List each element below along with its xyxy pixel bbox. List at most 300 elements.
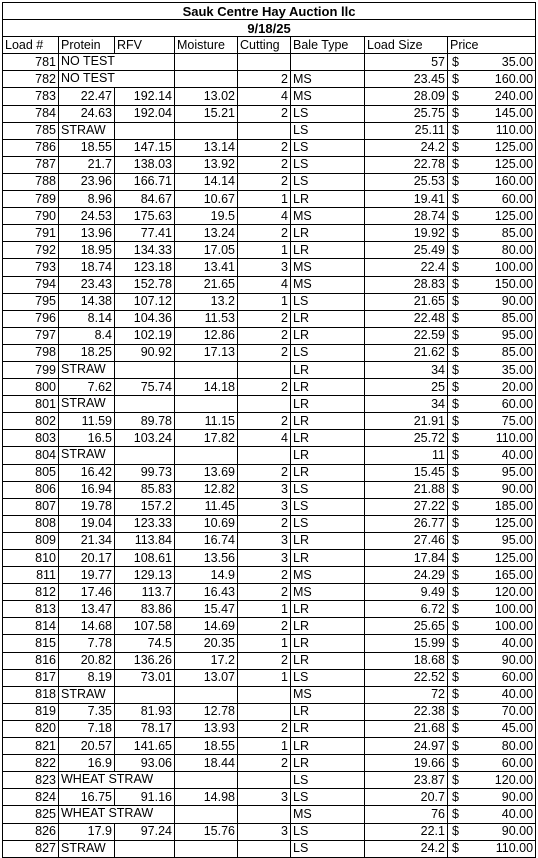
- protein-cell: 20.82: [59, 652, 115, 669]
- table-row: [3, 567, 536, 584]
- auction-table: [2, 2, 536, 858]
- protein-cell: 20.57: [59, 738, 115, 755]
- price-cell: [448, 447, 536, 464]
- rfv-cell: 107.58: [115, 618, 175, 635]
- moisture-cell: 14.18: [175, 379, 238, 396]
- protein-cell: [59, 772, 154, 789]
- rfv-cell: 78.17: [115, 720, 175, 737]
- table-row: [3, 686, 536, 703]
- bale-type-cell: LS: [291, 156, 365, 173]
- bale-type-cell: LS: [291, 840, 365, 857]
- price-value: 110.00: [495, 430, 534, 445]
- price-cell: [448, 54, 536, 71]
- bale-type-cell: LR: [291, 532, 365, 549]
- protein-cell: [59, 840, 115, 857]
- load-size-cell: 17.84: [365, 550, 448, 567]
- price-cell: [448, 413, 536, 430]
- price-value: 150.00: [494, 277, 534, 292]
- price-value: 80.00: [501, 738, 534, 753]
- load-number-cell: 783: [3, 88, 59, 105]
- cutting-cell: 2: [238, 310, 291, 327]
- protein-cell: 16.5: [59, 430, 115, 447]
- load-number-cell: 802: [3, 413, 59, 430]
- rfv-cell: 103.24: [115, 430, 175, 447]
- moisture-cell: 13.93: [175, 720, 238, 737]
- cutting-cell: [238, 686, 291, 703]
- protein-text: STRAW: [61, 840, 106, 855]
- moisture-cell: [175, 840, 238, 857]
- table-row: [3, 806, 536, 823]
- price-cell: [448, 259, 536, 276]
- table-row: [3, 396, 536, 413]
- table-row: [3, 173, 536, 190]
- bale-type-cell: LR: [291, 191, 365, 208]
- price-cell: [448, 584, 536, 601]
- price-cell: [448, 481, 536, 498]
- cutting-cell: 2: [238, 71, 291, 88]
- cutting-cell: 2: [238, 755, 291, 772]
- bale-type-cell: MS: [291, 584, 365, 601]
- currency-symbol: $: [452, 755, 459, 770]
- table-row: [3, 550, 536, 567]
- moisture-cell: [175, 396, 238, 413]
- rfv-cell: 157.2: [115, 498, 175, 515]
- price-cell: [448, 139, 536, 156]
- currency-symbol: $: [452, 413, 459, 428]
- rfv-cell: [115, 122, 175, 139]
- rfv-cell: 129.13: [115, 567, 175, 584]
- bale-type-cell: LR: [291, 225, 365, 242]
- currency-symbol: $: [452, 174, 459, 189]
- load-size-cell: 20.7: [365, 789, 448, 806]
- price-cell: [448, 720, 536, 737]
- moisture-cell: 12.86: [175, 327, 238, 344]
- protein-text: STRAW: [61, 686, 106, 701]
- currency-symbol: $: [452, 499, 459, 514]
- table-row: [3, 293, 536, 310]
- price-value: 45.00: [501, 721, 534, 736]
- rfv-cell: 77.41: [115, 225, 175, 242]
- table-row: [3, 703, 536, 720]
- load-number-cell: 825: [3, 806, 59, 823]
- load-number-cell: 815: [3, 635, 59, 652]
- price-cell: [448, 464, 536, 481]
- table-row: [3, 88, 536, 105]
- load-number-cell: 794: [3, 276, 59, 293]
- currency-symbol: $: [452, 738, 459, 753]
- load-number-cell: 788: [3, 173, 59, 190]
- load-number-cell: 817: [3, 669, 59, 686]
- protein-text: NO TEST: [61, 54, 115, 69]
- price-cell: [448, 498, 536, 515]
- load-size-cell: 22.48: [365, 310, 448, 327]
- load-size-cell: 25.49: [365, 242, 448, 259]
- price-cell: [448, 532, 536, 549]
- price-cell: [448, 225, 536, 242]
- sheet-date: 9/18/25: [3, 20, 536, 37]
- moisture-cell: 20.35: [175, 635, 238, 652]
- header-row: [3, 37, 536, 54]
- currency-symbol: $: [452, 824, 459, 839]
- auction-sheet: [2, 2, 535, 858]
- price-cell: [448, 430, 536, 447]
- cutting-cell: 3: [238, 550, 291, 567]
- protein-text: STRAW: [61, 122, 106, 137]
- table-row: [3, 823, 536, 840]
- bale-type-cell: MS: [291, 208, 365, 225]
- bale-type-cell: LR: [291, 430, 365, 447]
- table-row: [3, 156, 536, 173]
- bale-type-cell: LR: [291, 738, 365, 755]
- rfv-cell: 123.33: [115, 515, 175, 532]
- moisture-cell: [175, 361, 238, 378]
- price-value: 60.00: [501, 396, 534, 411]
- moisture-cell: 21.65: [175, 276, 238, 293]
- table-row: [3, 344, 536, 361]
- rfv-cell: 136.26: [115, 652, 175, 669]
- rfv-cell: [115, 840, 175, 857]
- load-number-cell: 823: [3, 772, 59, 789]
- protein-cell: 20.17: [59, 550, 115, 567]
- currency-symbol: $: [452, 653, 459, 668]
- protein-cell: 16.94: [59, 481, 115, 498]
- protein-text: STRAW: [61, 396, 106, 411]
- table-row: [3, 276, 536, 293]
- load-size-cell: 24.2: [365, 139, 448, 156]
- bale-type-cell: LR: [291, 396, 365, 413]
- load-number-cell: 803: [3, 430, 59, 447]
- moisture-cell: 13.24: [175, 225, 238, 242]
- rfv-cell: [115, 71, 175, 88]
- currency-symbol: $: [452, 601, 459, 616]
- load-size-cell: 23.87: [365, 772, 448, 789]
- load-number-cell: 787: [3, 156, 59, 173]
- load-size-cell: 19.92: [365, 225, 448, 242]
- currency-symbol: $: [452, 806, 459, 821]
- moisture-cell: 14.14: [175, 173, 238, 190]
- price-value: 110.00: [495, 123, 534, 138]
- price-value: 35.00: [501, 362, 534, 377]
- bale-type-cell: LR: [291, 464, 365, 481]
- currency-symbol: $: [452, 191, 459, 206]
- bale-type-cell: LR: [291, 447, 365, 464]
- price-value: 100.00: [494, 259, 534, 274]
- table-row: [3, 122, 536, 139]
- cutting-cell: 3: [238, 789, 291, 806]
- load-number-cell: 784: [3, 105, 59, 122]
- load-size-cell: 34: [365, 361, 448, 378]
- table-row: [3, 54, 536, 71]
- price-value: 20.00: [501, 379, 534, 394]
- table-row: [3, 71, 536, 88]
- table-row: [3, 601, 536, 618]
- protein-cell: 24.63: [59, 105, 115, 122]
- moisture-cell: 11.15: [175, 413, 238, 430]
- price-cell: [448, 191, 536, 208]
- rfv-cell: 104.36: [115, 310, 175, 327]
- price-value: 60.00: [501, 755, 534, 770]
- price-cell: [448, 71, 536, 88]
- load-size-cell: 72: [365, 686, 448, 703]
- header-load: Load #: [3, 37, 59, 54]
- currency-symbol: $: [452, 123, 459, 138]
- header-moisture: Moisture: [175, 37, 238, 54]
- cutting-cell: [238, 54, 291, 71]
- moisture-cell: 14.69: [175, 618, 238, 635]
- cutting-cell: 1: [238, 635, 291, 652]
- table-row: [3, 652, 536, 669]
- bale-type-cell: LS: [291, 139, 365, 156]
- price-cell: [448, 806, 536, 823]
- price-value: 40.00: [501, 687, 534, 702]
- moisture-cell: 13.69: [175, 464, 238, 481]
- load-size-cell: 25.65: [365, 618, 448, 635]
- bale-type-cell: LR: [291, 550, 365, 567]
- price-cell: [448, 789, 536, 806]
- cutting-cell: 1: [238, 242, 291, 259]
- cutting-cell: 4: [238, 276, 291, 293]
- price-cell: [448, 703, 536, 720]
- load-size-cell: 57: [365, 54, 448, 71]
- cutting-cell: 4: [238, 430, 291, 447]
- load-size-cell: 22.78: [365, 156, 448, 173]
- cutting-cell: 1: [238, 293, 291, 310]
- protein-cell: 18.55: [59, 139, 115, 156]
- load-size-cell: 24.29: [365, 567, 448, 584]
- bale-type-cell: LR: [291, 413, 365, 430]
- load-number-cell: 807: [3, 498, 59, 515]
- protein-text: STRAW: [61, 361, 106, 376]
- load-number-cell: 781: [3, 54, 59, 71]
- rfv-cell: 138.03: [115, 156, 175, 173]
- price-cell: [448, 327, 536, 344]
- load-number-cell: 824: [3, 789, 59, 806]
- table-row: [3, 105, 536, 122]
- table-row: [3, 464, 536, 481]
- price-value: 95.00: [501, 533, 534, 548]
- moisture-cell: [175, 122, 238, 139]
- currency-symbol: $: [452, 447, 459, 462]
- table-row: [3, 789, 536, 806]
- rfv-cell: 97.24: [115, 823, 175, 840]
- currency-symbol: $: [452, 618, 459, 633]
- load-size-cell: 18.68: [365, 652, 448, 669]
- cutting-cell: 3: [238, 532, 291, 549]
- cutting-cell: 2: [238, 379, 291, 396]
- price-value: 40.00: [501, 806, 534, 821]
- bale-type-cell: LR: [291, 327, 365, 344]
- load-number-cell: 804: [3, 447, 59, 464]
- price-cell: [448, 208, 536, 225]
- load-number-cell: 805: [3, 464, 59, 481]
- price-value: 90.00: [501, 824, 534, 839]
- bale-type-cell: MS: [291, 276, 365, 293]
- table-row: [3, 669, 536, 686]
- load-size-cell: 21.65: [365, 293, 448, 310]
- cutting-cell: [238, 122, 291, 139]
- currency-symbol: $: [452, 396, 459, 411]
- price-cell: [448, 173, 536, 190]
- load-number-cell: 785: [3, 122, 59, 139]
- cutting-cell: 2: [238, 139, 291, 156]
- cutting-cell: 1: [238, 738, 291, 755]
- currency-symbol: $: [452, 311, 459, 326]
- currency-symbol: $: [452, 71, 459, 86]
- cutting-cell: 2: [238, 327, 291, 344]
- cutting-cell: 1: [238, 601, 291, 618]
- load-number-cell: 797: [3, 327, 59, 344]
- moisture-cell: 15.21: [175, 105, 238, 122]
- moisture-cell: 13.2: [175, 293, 238, 310]
- currency-symbol: $: [452, 670, 459, 685]
- moisture-cell: 13.41: [175, 259, 238, 276]
- load-number-cell: 782: [3, 71, 59, 88]
- currency-symbol: $: [452, 259, 459, 274]
- protein-cell: 8.14: [59, 310, 115, 327]
- protein-cell: 23.43: [59, 276, 115, 293]
- price-value: 85.00: [501, 311, 534, 326]
- load-number-cell: 826: [3, 823, 59, 840]
- currency-symbol: $: [452, 721, 459, 736]
- price-value: 125.00: [494, 157, 534, 172]
- protein-cell: 11.59: [59, 413, 115, 430]
- cutting-cell: [238, 703, 291, 720]
- load-size-cell: 34: [365, 396, 448, 413]
- load-size-cell: 26.77: [365, 515, 448, 532]
- bale-type-cell: LS: [291, 293, 365, 310]
- bale-type-cell: LS: [291, 173, 365, 190]
- rfv-cell: 73.01: [115, 669, 175, 686]
- currency-symbol: $: [452, 54, 459, 69]
- load-number-cell: 813: [3, 601, 59, 618]
- protein-cell: [59, 122, 115, 139]
- currency-symbol: $: [452, 294, 459, 309]
- protein-cell: 16.9: [59, 755, 115, 772]
- load-size-cell: 21.88: [365, 481, 448, 498]
- cutting-cell: 2: [238, 225, 291, 242]
- cutting-cell: [238, 806, 291, 823]
- price-cell: [448, 652, 536, 669]
- load-size-cell: 25.75: [365, 105, 448, 122]
- bale-type-cell: LR: [291, 755, 365, 772]
- moisture-cell: 13.02: [175, 88, 238, 105]
- rfv-cell: [115, 396, 175, 413]
- table-row: [3, 413, 536, 430]
- protein-text: STRAW: [61, 447, 106, 462]
- currency-symbol: $: [452, 277, 459, 292]
- moisture-cell: [175, 686, 238, 703]
- load-number-cell: 796: [3, 310, 59, 327]
- rfv-cell: [115, 447, 175, 464]
- rfv-cell: 107.12: [115, 293, 175, 310]
- table-row: [3, 755, 536, 772]
- protein-cell: 19.77: [59, 567, 115, 584]
- price-value: 145.00: [494, 106, 534, 121]
- rfv-cell: 192.14: [115, 88, 175, 105]
- currency-symbol: $: [452, 379, 459, 394]
- rfv-cell: 152.78: [115, 276, 175, 293]
- price-cell: [448, 635, 536, 652]
- table-row: [3, 720, 536, 737]
- price-cell: [448, 618, 536, 635]
- table-row: [3, 447, 536, 464]
- table-row: [3, 618, 536, 635]
- rfv-cell: 141.65: [115, 738, 175, 755]
- price-value: 75.00: [501, 413, 534, 428]
- cutting-cell: 3: [238, 498, 291, 515]
- moisture-cell: 10.69: [175, 515, 238, 532]
- currency-symbol: $: [452, 772, 459, 787]
- table-row: [3, 738, 536, 755]
- currency-symbol: $: [452, 328, 459, 343]
- price-value: 120.00: [494, 772, 534, 787]
- price-value: 60.00: [501, 670, 534, 685]
- price-value: 70.00: [501, 704, 534, 719]
- load-number-cell: 819: [3, 703, 59, 720]
- price-cell: [448, 293, 536, 310]
- price-value: 125.00: [494, 208, 534, 223]
- protein-cell: 14.68: [59, 618, 115, 635]
- table-row: [3, 361, 536, 378]
- currency-symbol: $: [452, 550, 459, 565]
- load-number-cell: 798: [3, 344, 59, 361]
- protein-cell: 17.46: [59, 584, 115, 601]
- protein-cell: [59, 806, 154, 823]
- cutting-cell: [238, 447, 291, 464]
- protein-text: WHEAT STRAW: [61, 772, 154, 787]
- currency-symbol: $: [452, 533, 459, 548]
- moisture-cell: 18.55: [175, 738, 238, 755]
- price-value: 80.00: [501, 242, 534, 257]
- table-row: [3, 515, 536, 532]
- price-value: 100.00: [494, 618, 534, 633]
- price-cell: [448, 550, 536, 567]
- currency-symbol: $: [452, 242, 459, 257]
- price-cell: [448, 361, 536, 378]
- price-value: 185.00: [494, 499, 534, 514]
- rfv-cell: 166.71: [115, 173, 175, 190]
- cutting-cell: 3: [238, 259, 291, 276]
- cutting-cell: 4: [238, 88, 291, 105]
- load-number-cell: 814: [3, 618, 59, 635]
- load-size-cell: 28.83: [365, 276, 448, 293]
- bale-type-cell: LR: [291, 361, 365, 378]
- price-cell: [448, 601, 536, 618]
- bale-type-cell: LR: [291, 601, 365, 618]
- protein-cell: 7.62: [59, 379, 115, 396]
- load-size-cell: 22.4: [365, 259, 448, 276]
- moisture-cell: 13.14: [175, 139, 238, 156]
- load-size-cell: 9.49: [365, 584, 448, 601]
- moisture-cell: [175, 54, 238, 71]
- rfv-cell: 102.19: [115, 327, 175, 344]
- rfv-cell: [115, 686, 175, 703]
- bale-type-cell: MS: [291, 88, 365, 105]
- load-size-cell: 27.22: [365, 498, 448, 515]
- cutting-cell: 2: [238, 567, 291, 584]
- price-cell: [448, 396, 536, 413]
- cutting-cell: [238, 772, 291, 789]
- load-number-cell: 799: [3, 361, 59, 378]
- table-row: [3, 208, 536, 225]
- currency-symbol: $: [452, 89, 459, 104]
- load-size-cell: 22.38: [365, 703, 448, 720]
- price-cell: [448, 379, 536, 396]
- moisture-cell: 15.76: [175, 823, 238, 840]
- load-size-cell: 21.91: [365, 413, 448, 430]
- price-value: 40.00: [501, 447, 534, 462]
- moisture-cell: 16.43: [175, 584, 238, 601]
